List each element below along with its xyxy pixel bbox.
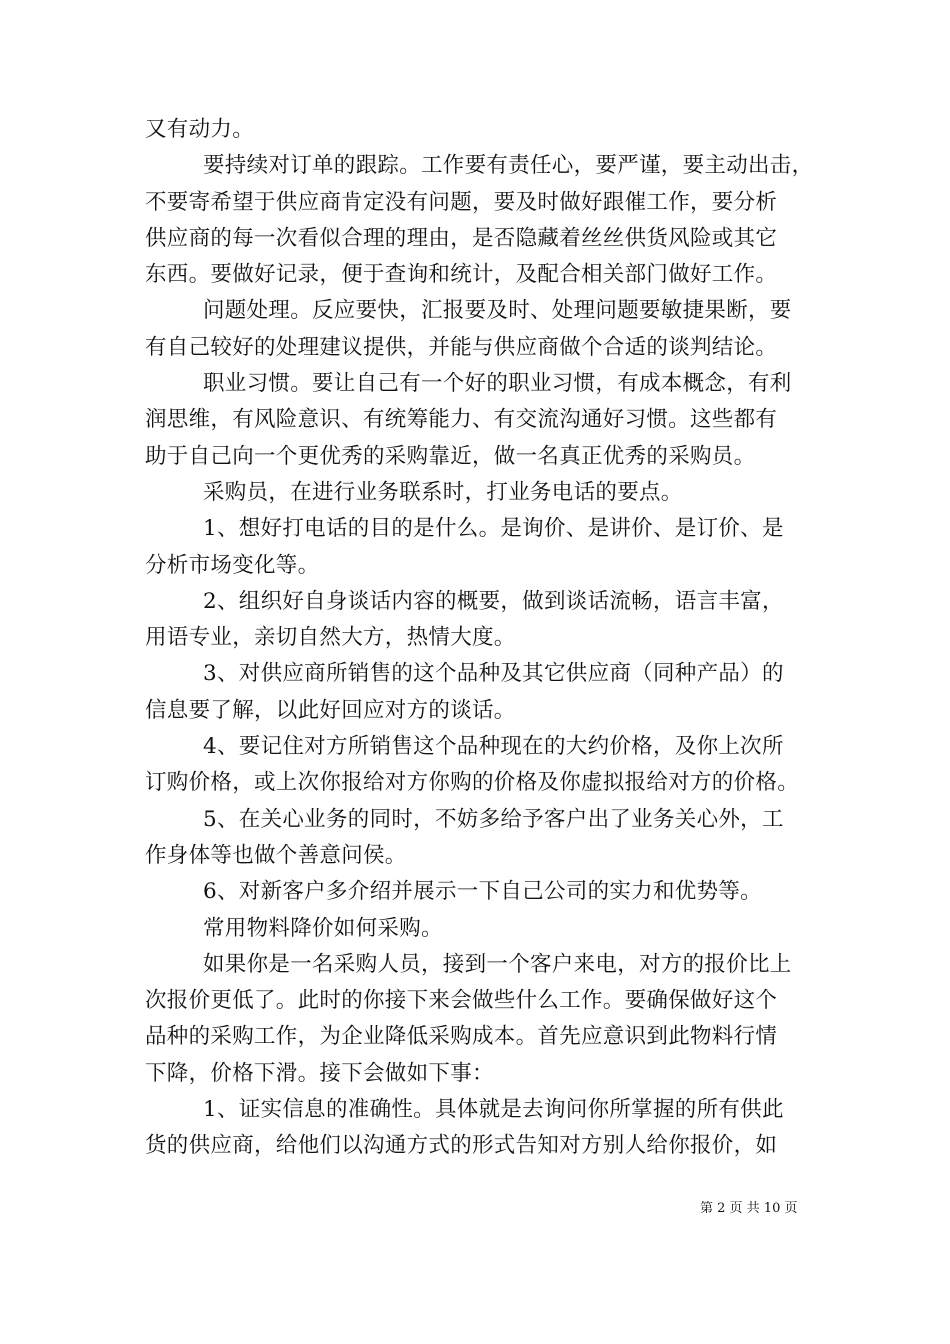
text-line: 如果你是一名采购人员，接到一个客户来电，对方的报价比上 — [203, 951, 792, 977]
text-line: 供应商的每一次看似合理的理由，是否隐藏着丝丝供货风险或其它 — [145, 225, 778, 251]
text-line: 下降，价格下滑。接下会做如下事： — [145, 1060, 494, 1086]
text-line: 1、证实信息的准确性。具体就是去询问你所掌握的所有供此 — [203, 1097, 784, 1123]
text-line: 分析市场变化等。 — [145, 552, 320, 578]
text-line: 作身体等也做个善意问侯。 — [145, 842, 407, 868]
text-line: 1、想好打电话的目的是什么。是询价、是讲价、是订价、是 — [203, 516, 784, 542]
text-line: 信息要了解，以此好回应对方的谈话。 — [145, 697, 516, 723]
text-line: 3、对供应商所销售的这个品种及其它供应商（同种产品）的 — [203, 661, 784, 687]
text-line: 6、对新客户多介绍并展示一下自己公司的实力和优势等。 — [203, 879, 762, 905]
text-line: 常用物料降价如何采购。 — [203, 915, 443, 941]
text-line: 2、组织好自身谈话内容的概要，做到谈话流畅，语言丰富， — [203, 588, 784, 614]
text-line: 润思维，有风险意识、有统筹能力、有交流沟通好习惯。这些都有 — [145, 407, 778, 433]
text-line: 有自己较好的处理建议提供，并能与供应商做个合适的谈判结论。 — [145, 334, 778, 360]
text-line: 职业习惯。要让自己有一个好的职业习惯，有成本概念，有利 — [203, 371, 792, 397]
text-line: 货的供应商，给他们以沟通方式的形式告知对方别人给你报价，如 — [145, 1133, 778, 1159]
text-line: 5、在关心业务的同时，不妨多给予客户出了业务关心外，工 — [203, 806, 784, 832]
text-line: 助于自己向一个更优秀的采购靠近，做一名真正优秀的采购员。 — [145, 443, 756, 469]
text-line: 东西。要做好记录，便于查询和统计，及配合相关部门做好工作。 — [145, 262, 778, 288]
text-line: 用语专业，亲切自然大方，热情大度。 — [145, 625, 516, 651]
text-line: 4、要记住对方所销售这个品种现在的大约价格，及你上次所 — [203, 734, 784, 760]
text-line: 不要寄希望于供应商肯定没有问题，要及时做好跟催工作，要分析 — [145, 189, 778, 215]
page-number-footer: 第 2 页 共 10 页 — [700, 1201, 798, 1216]
text-line: 订购价格，或上次你报给对方你购的价格及你虚拟报给对方的价格。 — [145, 770, 800, 796]
text-line: 问题处理。反应要快，汇报要及时、处理问题要敏捷果断，要 — [203, 298, 792, 324]
text-line: 采购员，在进行业务联系时，打业务电话的要点。 — [203, 479, 683, 505]
text-line: 品种的采购工作，为企业降低采购成本。首先应意识到此物料行情 — [145, 1024, 778, 1050]
text-line: 次报价更低了。此时的你接下来会做些什么工作。要确保做好这个 — [145, 988, 778, 1014]
text-line: 要持续对订单的跟踪。工作要有责任心，要严谨，要主动出击， — [203, 153, 814, 179]
document-body — [145, 112, 815, 1165]
text-line: 又有动力。 — [145, 117, 255, 142]
